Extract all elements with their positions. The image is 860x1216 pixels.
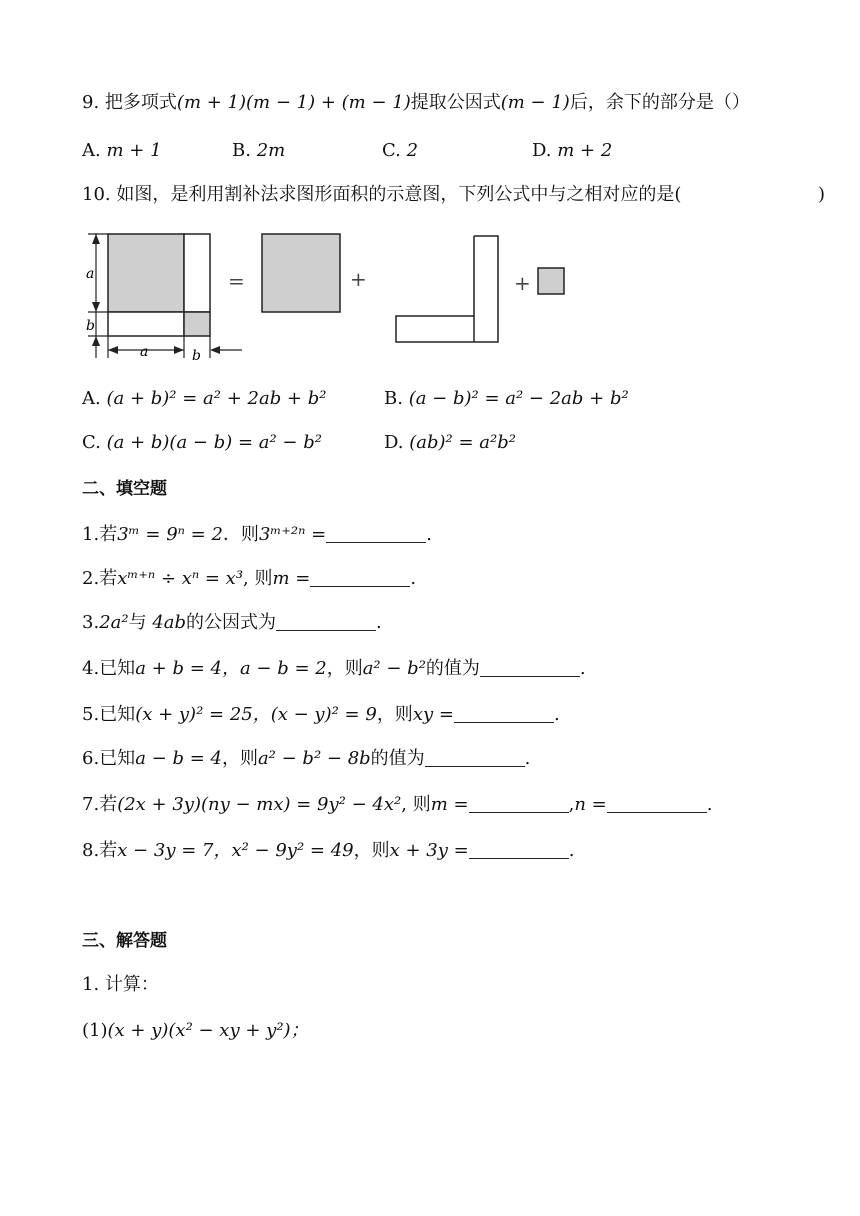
plus-sign: + bbox=[350, 267, 367, 291]
label-a-horizontal: a bbox=[140, 344, 149, 360]
square-a-copy bbox=[262, 234, 340, 312]
label-a-vertical: a bbox=[86, 266, 95, 282]
answer-blank-m[interactable] bbox=[469, 794, 569, 813]
plus-sign-2: + bbox=[514, 271, 531, 295]
answer-blank[interactable] bbox=[326, 524, 426, 543]
solve-question-1: 1. 计算： bbox=[82, 974, 159, 995]
question-text: 提取公因式 bbox=[410, 92, 501, 113]
question-text: 把多项式 bbox=[104, 92, 177, 113]
answer-blank-n[interactable] bbox=[607, 794, 707, 813]
question-number: 9. bbox=[82, 92, 100, 113]
fill-question-5: 5.已知(x + y)² = 25，(x − y)² = 9，则xy = . bbox=[82, 704, 560, 725]
option-b: B. 2m bbox=[232, 140, 286, 161]
fill-question-3: 3.2a²与 4ab的公因式为 . bbox=[82, 612, 382, 633]
option-a: A. (a + b)² = a² + 2ab + b² bbox=[82, 388, 327, 409]
math-expression: (m − 1) bbox=[500, 92, 570, 113]
label-b-horizontal: b bbox=[192, 348, 201, 364]
fill-question-1: 1.若3ᵐ = 9ⁿ = 2．则3ᵐ⁺²ⁿ = . bbox=[82, 524, 432, 545]
question-10 bbox=[82, 182, 681, 208]
option-d: D. m + 2 bbox=[532, 140, 613, 161]
math-expression: (m + 1)(m − 1) + (m − 1) bbox=[176, 92, 411, 113]
option-d: D. (ab)² = a²b² bbox=[384, 432, 516, 453]
question-number: 10. bbox=[82, 184, 111, 205]
question-text: 后，余下的部分是（） bbox=[569, 92, 750, 113]
section-heading: 三、解答题 bbox=[82, 931, 167, 951]
answer-blank[interactable] bbox=[276, 612, 376, 631]
square-b-copy bbox=[538, 268, 564, 294]
section-heading: 二、填空题 bbox=[82, 479, 167, 499]
square-a bbox=[108, 234, 184, 312]
fill-question-4: 4.已知a + b = 4，a − b = 2，则a² − b²的值为 . bbox=[82, 658, 586, 679]
fill-question-8: 8.若x − 3y = 7，x² − 9y² = 49，则x + 3y = . bbox=[82, 840, 575, 861]
label-b-vertical: b bbox=[86, 318, 95, 334]
answer-blank[interactable] bbox=[425, 748, 525, 767]
answer-blank[interactable] bbox=[469, 840, 569, 859]
l-shape bbox=[396, 236, 498, 342]
answer-blank[interactable] bbox=[310, 568, 410, 587]
option-c: C. (a + b)(a − b) = a² − b² bbox=[82, 432, 322, 453]
square-b bbox=[184, 312, 210, 336]
option-a: A. m + 1 bbox=[82, 140, 162, 161]
equals-sign: = bbox=[228, 269, 245, 293]
solve-question-1-part-1: (1)(x + y)(x² − xy + y²)； bbox=[82, 1020, 309, 1041]
fill-question-2: 2.若xᵐ⁺ⁿ ÷ xⁿ = x³, 则m = . bbox=[82, 568, 417, 589]
area-figure bbox=[82, 226, 582, 366]
answer-blank[interactable] bbox=[454, 704, 554, 723]
fill-question-6: 6.已知a − b = 4，则a² − b² − 8b的值为 . bbox=[82, 748, 531, 769]
fill-question-7: 7.若(2x + 3y)(ny − mx) = 9y² − 4x², 则m = ,n = . bbox=[82, 794, 713, 815]
option-b: B. (a − b)² = a² − 2ab + b² bbox=[384, 388, 629, 409]
question-text: 如图，是利用割补法求图形面积的示意图，下列公式中与之相对应的是( bbox=[116, 184, 682, 205]
strip-bottom bbox=[108, 312, 184, 336]
strip-right bbox=[184, 234, 210, 312]
question-9 bbox=[82, 90, 750, 116]
closing-paren: ) bbox=[818, 184, 826, 205]
answer-blank[interactable] bbox=[480, 658, 580, 677]
option-c: C. 2 bbox=[382, 140, 419, 161]
